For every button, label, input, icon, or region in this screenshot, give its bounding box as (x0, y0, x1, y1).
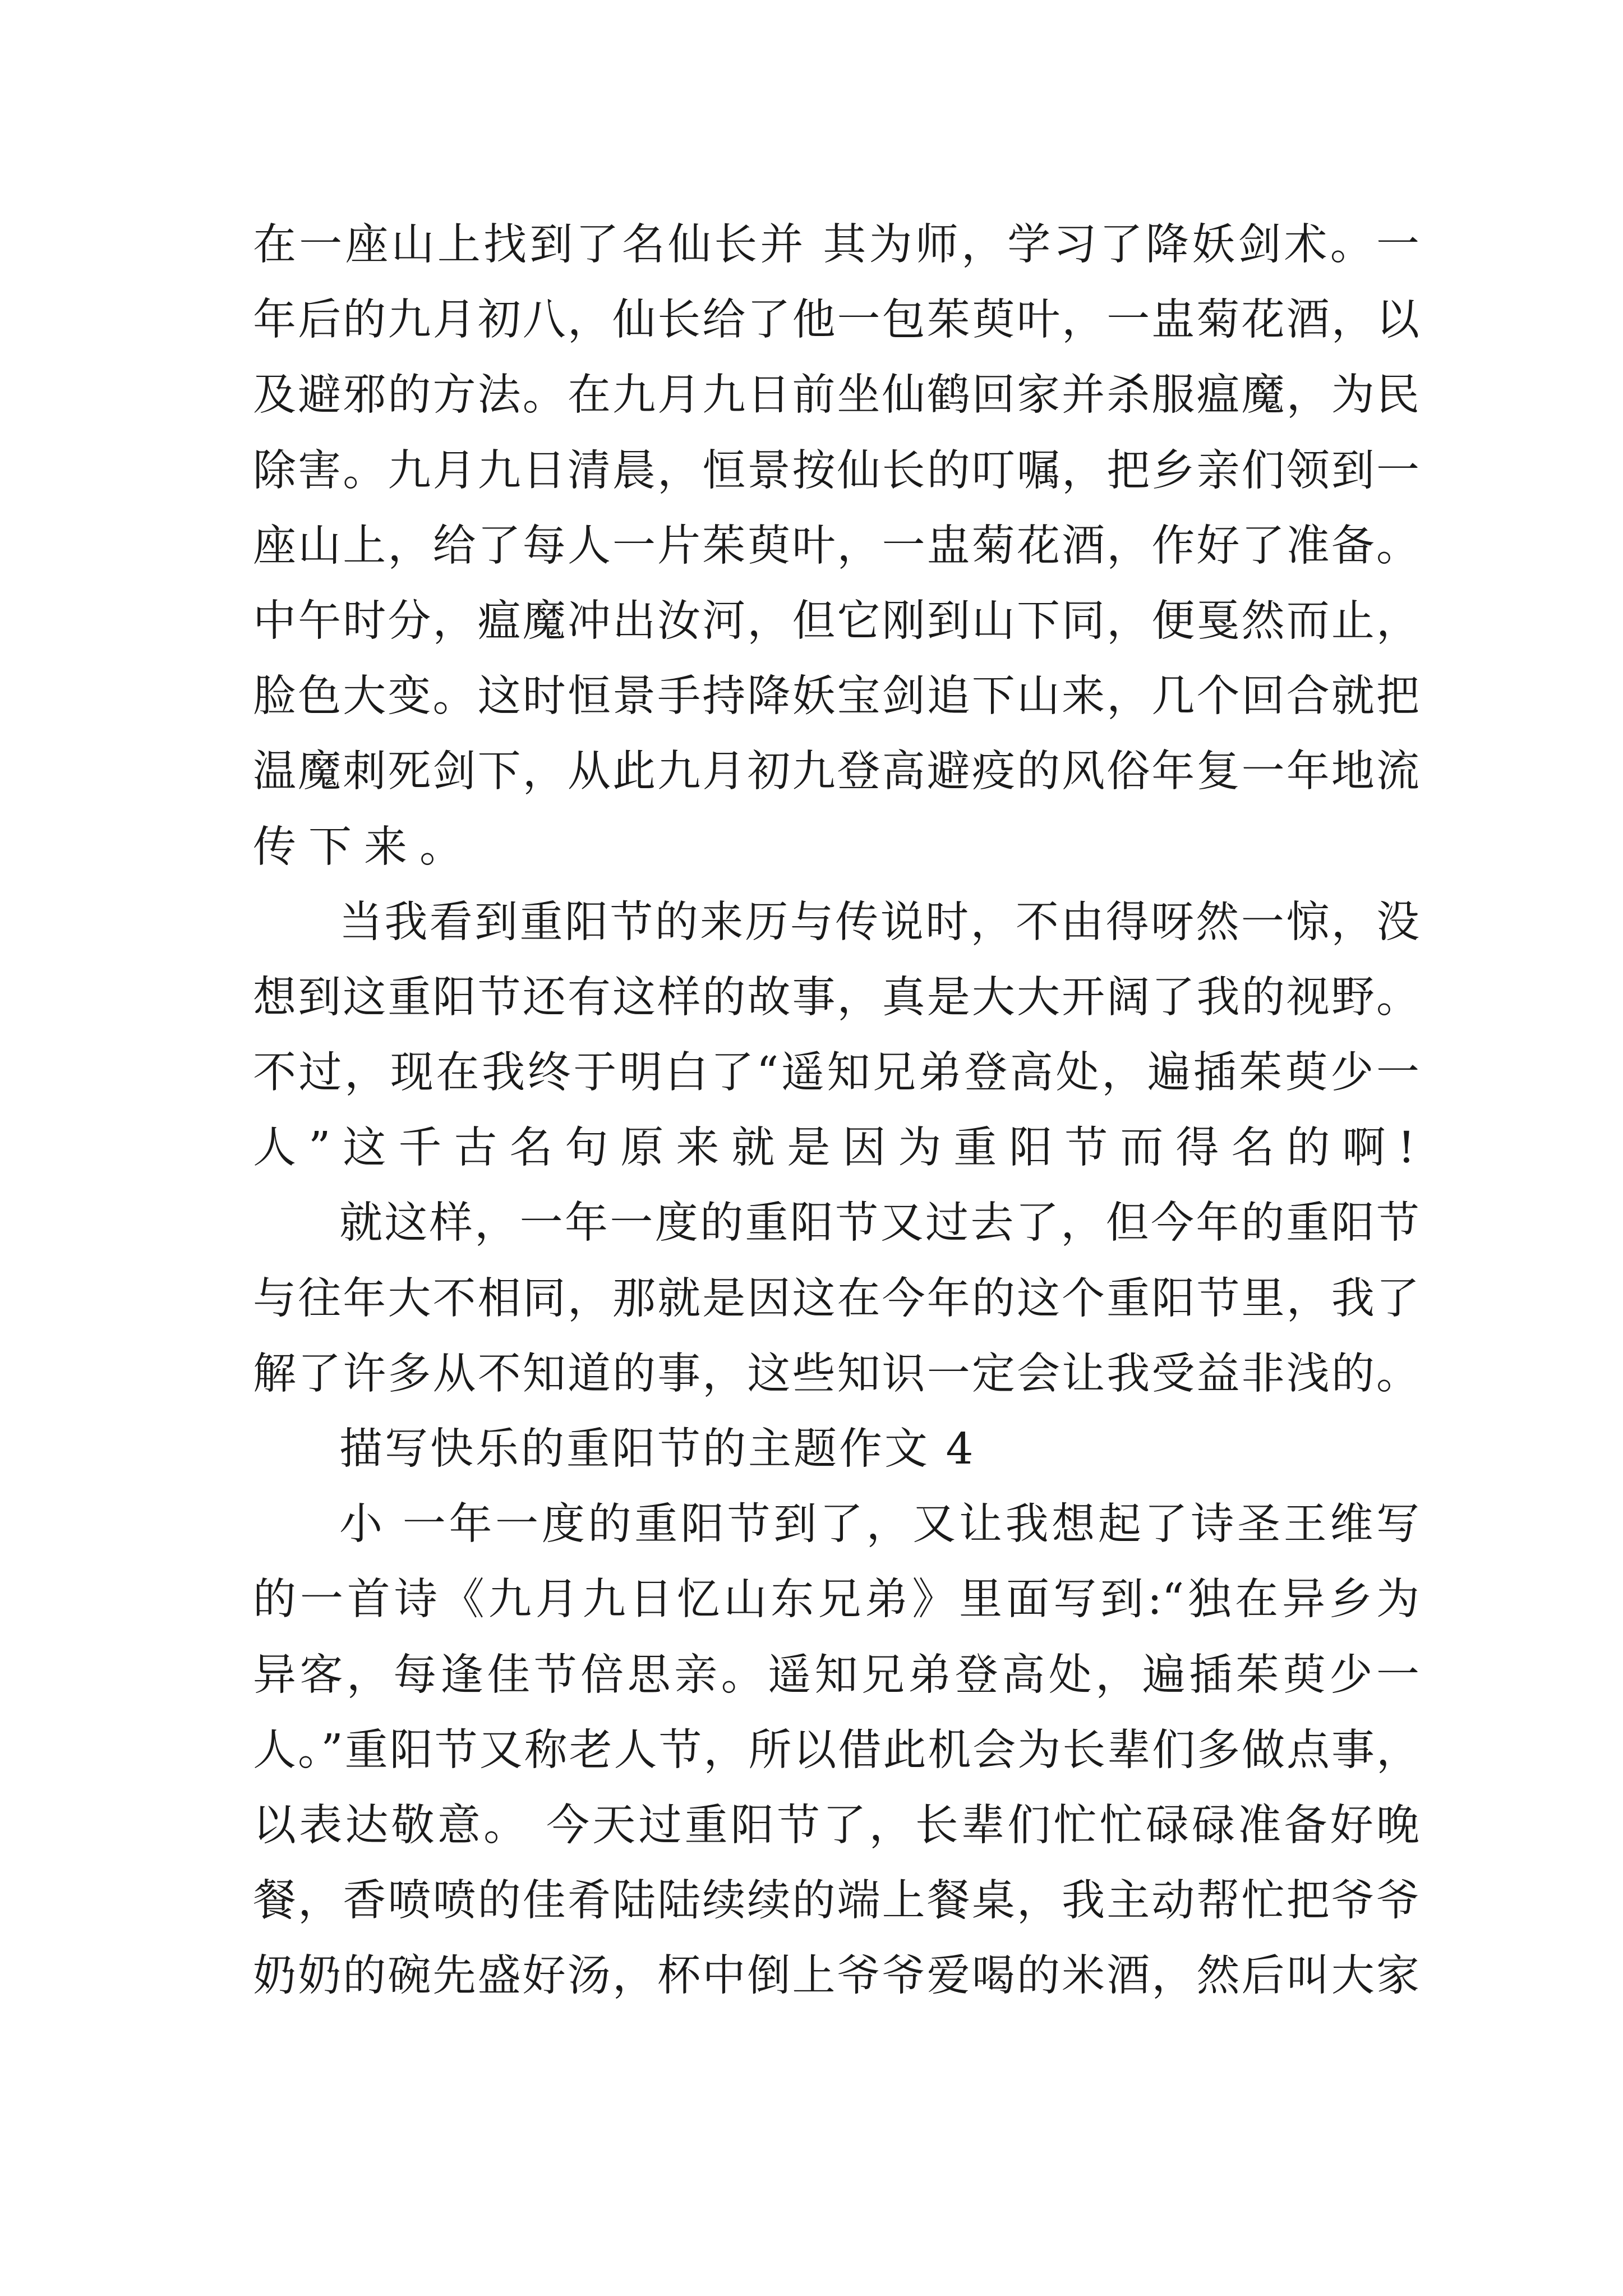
text-line-content: 解了许多从不知道的事，这些知识一定会让我受益非浅的。 (253, 1349, 1419, 1399)
text-line-content: 不过，现在我终于明白了“遥知兄弟登高处，遍插茱萸少一 (253, 1048, 1419, 1098)
text-line-content: 小 一年一度的重阳节到了，又让我想起了诗圣王维写 (339, 1499, 1419, 1550)
text-line (253, 584, 1419, 659)
text-line (253, 1939, 1419, 2014)
text-line-content: 传下来。 (253, 822, 475, 872)
text-line-content: 人。”重阳节又称老人节，所以借此机会为长辈们多做点事， (253, 1725, 1419, 1775)
text-line (253, 1111, 1428, 1186)
text-line-content: 座山上，给了每人一片茱萸叶，一盅菊花酒，作好了准备。 (253, 521, 1419, 571)
text-line-content: 就这样，一年一度的重阳节又过去了，但今年的重阳节 (339, 1198, 1419, 1249)
text-line (253, 1713, 1419, 1788)
text-line (253, 283, 1419, 358)
text-line (253, 208, 1419, 283)
text-line-content: 除害。九月九日清晨，恒景按仙长的叮嘱，把乡亲们领到一 (253, 445, 1419, 496)
text-line-content: 餐，香喷喷的佳肴陆陆续续的端上餐桌，我主动帮忙把爷爷 (253, 1876, 1419, 1926)
text-line-content: 异客，每逢佳节倍思亲。遥知兄弟登高处，遍插茱萸少一 (253, 1650, 1419, 1700)
text-line-content: 奶奶的碗先盛好汤，杯中倒上爷爷爱喝的米酒，然后叫大家 (253, 1951, 1419, 2001)
text-line-content: 描写快乐的重阳节的主题作文 4 (339, 1424, 976, 1474)
text-line (253, 434, 1419, 509)
text-line (253, 1487, 1419, 1562)
text-line-content: 在一座山上找到了名仙长并 其为师，学习了降妖剑术。一 (253, 220, 1419, 270)
text-line (253, 1788, 1419, 1864)
text-line (253, 1036, 1419, 1111)
text-line-content: 当我看到重阳节的来历与传说时，不由得呀然一惊，没 (339, 897, 1419, 947)
text-line (253, 509, 1419, 584)
text-line-content: 与往年大不相同，那就是因这在今年的这个重阳节里，我了 (253, 1273, 1419, 1324)
text-line (253, 1262, 1419, 1337)
text-line-content: 及避邪的方法。在九月九日前坐仙鹤回家并杀服瘟魔，为民 (253, 370, 1419, 421)
text-line-content: 年后的九月初八，仙长给了他一包茱萸叶，一盅菊花酒，以 (253, 295, 1419, 346)
text-line-content: 以表达敬意。 今天过重阳节了，长辈们忙忙碌碌准备好晚 (253, 1800, 1419, 1851)
text-line (253, 1562, 1419, 1637)
text-line-content: 中午时分，瘟魔冲出汝河，但它刚到山下同，便戛然而止， (253, 596, 1419, 646)
text-line (253, 1412, 1419, 1487)
text-line (253, 1638, 1419, 1713)
text-line (253, 960, 1419, 1036)
text-line-content: 的一首诗《九月九日忆山东兄弟》里面写到:“独在异乡为 (253, 1575, 1419, 1625)
text-line (253, 1864, 1419, 1939)
text-line (253, 358, 1419, 433)
text-line (253, 810, 1419, 885)
text-line-content: 脸色大变。这时恒景手持降妖宝剑追下山来，几个回合就把 (253, 671, 1419, 722)
text-line (253, 734, 1419, 809)
text-line-content: 想到这重阳节还有这样的故事，真是大大开阔了我的视野。 (253, 972, 1419, 1023)
document-body (253, 208, 1428, 2014)
text-line (253, 1337, 1419, 1412)
text-line (253, 659, 1419, 734)
text-line (253, 1186, 1419, 1261)
text-line-content: 温魔刺死剑下，从此九月初九登高避疫的风俗年复一年地流 (253, 747, 1419, 797)
text-line (253, 885, 1419, 960)
text-line-content: 人”这千古名句原来就是因为重阳节而得名的啊! (253, 1123, 1428, 1174)
